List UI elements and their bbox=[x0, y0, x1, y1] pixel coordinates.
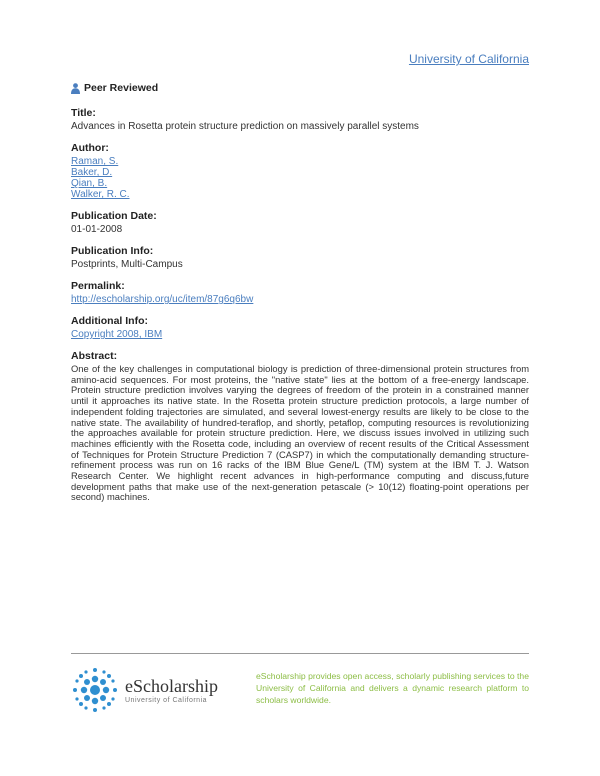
publication-info-field bbox=[71, 246, 183, 270]
title-label: Title: bbox=[71, 107, 96, 119]
publication-info-label: Publication Info: bbox=[71, 245, 154, 257]
author-link[interactable]: Qian, B. bbox=[71, 178, 108, 189]
additional-info-field bbox=[71, 316, 162, 340]
author-field bbox=[71, 143, 130, 200]
peer-reviewed-label: Peer Reviewed bbox=[84, 82, 159, 94]
person-icon bbox=[71, 83, 80, 94]
abstract-field bbox=[71, 351, 529, 503]
author-link[interactable]: Baker, D. bbox=[71, 167, 113, 178]
abstract-text: One of the key challenges in computational biology is prediction of three-dimensional protein structures from amino-acid sequences. For most proteins, the "native state" lies at the bottom of a free-energy landscape. Protein structure prediction involves varying the degrees of freedom of the protein in a constrained manner until it approaches its native state. In the Rosetta protein structure prediction protocols, a large number of independent folding trajectories are simulated, and several lowest-energy results are likely to be close to the native state. The availability of hundred-teraflop, and shortly, petaflop, computing resources is revolutionizing the approaches available for protein structure prediction. Here, we discuss issues involved in utilizing such machines efficiently with the Rosetta code, including an overview of recent results of the Critical Assessment of Techniques for Protein Structure Prediction 7 (CASP7) in which the computationally demanding structure-refinement process was run on 16 racks of the IBM Blue Gene/L (TM) system at the IBM T. J. Watson Research Center. We highlight recent advances in high-performance computing and discuss,future development paths that make use of the next-generation petascale (> 10(12) floating-point operations per second) machines. bbox=[71, 363, 529, 503]
title-value: Advances in Rosetta protein structure prediction on massively parallel systems bbox=[71, 121, 419, 132]
footer-description: eScholarship provides open access, scholarly publishing services to the University of California and delivers a dynamic research platform to scholars worldwide. bbox=[256, 671, 529, 705]
permalink-link[interactable]: http://escholarship.org/uc/item/87g6q6bw bbox=[71, 294, 254, 305]
permalink-field bbox=[71, 281, 253, 305]
additional-info-label: Additional Info: bbox=[71, 315, 148, 327]
logo-subtitle: University of California bbox=[125, 696, 208, 704]
abstract-label: Abstract: bbox=[71, 350, 118, 362]
publication-info-value: Postprints, Multi-Campus bbox=[71, 259, 183, 270]
publication-date-label: Publication Date: bbox=[71, 210, 157, 222]
escholarship-dots-icon bbox=[71, 666, 119, 714]
publication-date-field bbox=[71, 211, 157, 235]
university-of-california-link[interactable]: University of California bbox=[408, 52, 529, 66]
author-link[interactable]: Walker, R. C. bbox=[71, 189, 130, 200]
footer-divider bbox=[71, 653, 529, 654]
additional-info-link[interactable]: Copyright 2008, IBM bbox=[71, 329, 163, 340]
logo-title: eScholarship bbox=[125, 675, 218, 696]
publication-date-value: 01-01-2008 bbox=[71, 224, 123, 235]
permalink-label: Permalink: bbox=[71, 280, 125, 292]
escholarship-logo[interactable] bbox=[71, 666, 218, 714]
author-label: Author: bbox=[71, 142, 109, 154]
author-link[interactable]: Raman, S. bbox=[71, 156, 119, 167]
peer-reviewed-badge bbox=[71, 82, 158, 94]
title-field bbox=[71, 108, 419, 132]
